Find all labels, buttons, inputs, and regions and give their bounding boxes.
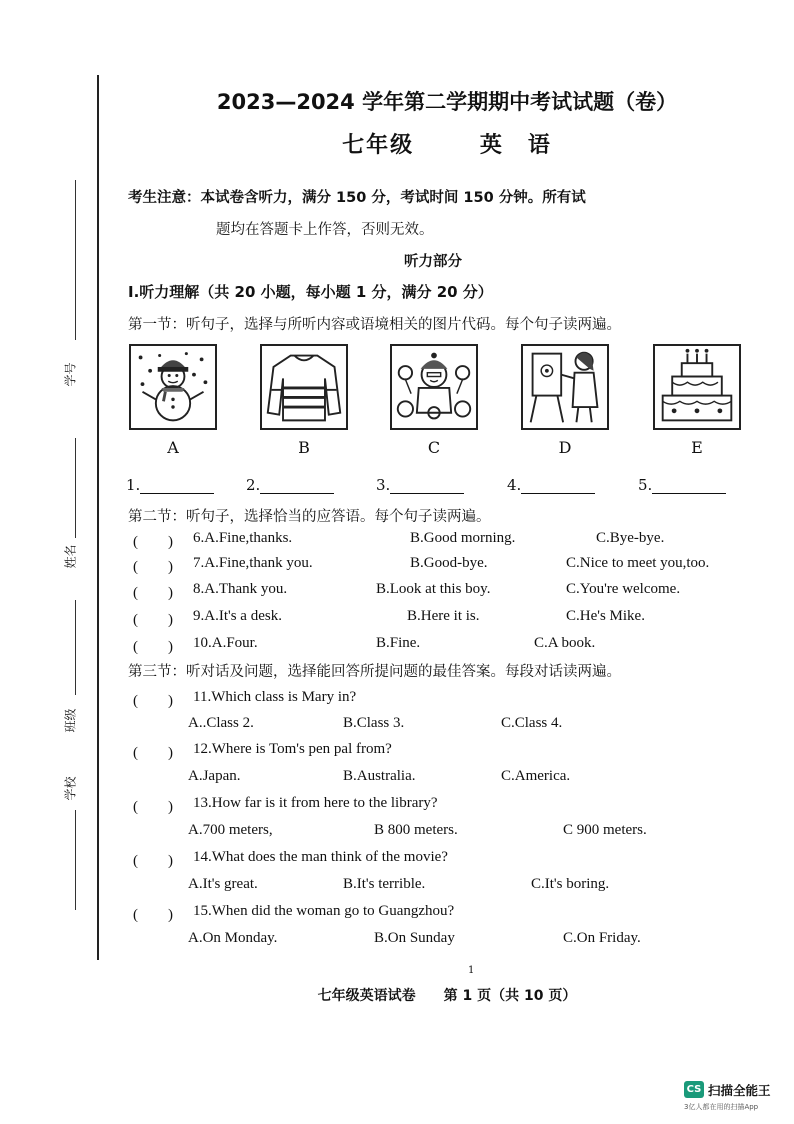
section-title: 听力部分 <box>404 254 462 270</box>
snowman-icon <box>131 346 215 428</box>
student-id-label: 学号 <box>63 362 78 387</box>
question-14-a: A.It's great. <box>188 876 258 892</box>
question-6-c: C.Bye-bye. <box>596 530 665 546</box>
blank-5[interactable]: 5. <box>638 476 726 494</box>
grade-label: 七年级 <box>342 133 415 158</box>
question-8-c: C.You're welcome. <box>566 581 681 597</box>
question-12-b: B.Australia. <box>343 768 416 784</box>
school-line <box>75 810 76 910</box>
painting-girl-icon <box>523 346 607 428</box>
question-11-stem: 11.Which class is Mary in? <box>193 689 357 705</box>
question-11-a: A..Class 2. <box>188 715 254 731</box>
question-15-b: B.On Sunday <box>374 930 455 946</box>
grade-subject <box>100 128 794 159</box>
student-id-line <box>75 180 76 340</box>
picture-label-d: D <box>558 438 572 457</box>
question-9-b: B.Here it is. <box>407 608 480 624</box>
page-mark: 1 <box>468 965 475 976</box>
boy-icon <box>392 346 476 428</box>
question-11-b: B.Class 3. <box>343 715 405 731</box>
name-line <box>75 438 76 538</box>
question-7-c: C.Nice to meet you,too. <box>566 555 710 571</box>
question-13-c: C 900 meters. <box>563 822 647 838</box>
picture-label-b: B <box>298 438 310 457</box>
question-15-a: A.On Monday. <box>188 930 278 946</box>
part1-title: Ⅰ.听力理解（共 20 小题，每小题 1 分，满分 20 分） <box>128 283 493 301</box>
answer-paren-11[interactable]: ( ) <box>133 693 173 709</box>
question-7-a: 7.A.Fine,thank you. <box>193 555 313 571</box>
exam-title: 2023—2024 学年第二学期期中考试试题（卷） <box>216 90 678 114</box>
camscanner-tagline: 3亿人都在用的扫描App <box>684 1103 759 1111</box>
camscanner-logo-icon: CS <box>684 1081 704 1098</box>
question-12-stem: 12.Where is Tom's pen pal from? <box>193 741 392 757</box>
question-13-b: B 800 meters. <box>374 822 458 838</box>
name-label: 姓名 <box>63 544 78 569</box>
page-footer: 七年级英语试卷 第 1 页（共 10 页） <box>317 988 577 1004</box>
picture-label-c: C <box>427 438 441 457</box>
notice-line-2: 题均在答题卡上作答，否则无效。 <box>216 222 434 238</box>
binding-margin <box>0 0 100 1124</box>
picture-festival-boy <box>390 344 478 430</box>
blank-1[interactable]: 1. <box>126 476 214 494</box>
camscanner-name: 扫描全能王 <box>708 1083 771 1098</box>
answer-paren-15[interactable]: ( ) <box>133 907 173 923</box>
question-13-a: A.700 meters, <box>188 822 273 838</box>
question-15-c: C.On Friday. <box>563 930 641 946</box>
section3-instruction: 第三节：听对话及问题，选择能回答所提问题的最佳答案。每段对话读两遍。 <box>128 664 621 680</box>
notice-line-1: 考生注意：本试卷含听力，满分 150 分，考试时间 150 分钟。所有试 <box>128 190 586 206</box>
picture-birthday-cake <box>653 344 741 430</box>
answer-paren-10[interactable]: ( ) <box>133 639 173 655</box>
question-13-stem: 13.How far is it from here to the library? <box>193 795 438 811</box>
question-14-b: B.It's terrible. <box>343 876 426 892</box>
binding-line <box>97 75 99 960</box>
question-14-c: C.It's boring. <box>531 876 610 892</box>
sweater-icon <box>262 346 346 428</box>
answer-paren-8[interactable]: ( ) <box>133 585 173 601</box>
question-6-a: 6.A.Fine,thanks. <box>193 530 293 546</box>
question-8-a: 8.A.Thank you. <box>193 581 288 597</box>
answer-paren-7[interactable]: ( ) <box>133 559 173 575</box>
section1-instruction: 第一节：听句子，选择与所听内容或语境相关的图片代码。每个句子读两遍。 <box>128 317 621 333</box>
question-8-b: B.Look at this boy. <box>376 581 491 597</box>
class-line <box>75 600 76 695</box>
cake-icon <box>655 346 739 428</box>
picture-sweater <box>260 344 348 430</box>
picture-label-a: A <box>167 438 179 457</box>
question-10-a: 10.A.Four. <box>193 635 258 651</box>
blank-2[interactable]: 2. <box>246 476 334 494</box>
answer-paren-9[interactable]: ( ) <box>133 612 173 628</box>
answer-paren-6[interactable]: ( ) <box>133 534 173 550</box>
question-9-a: 9.A.It's a desk. <box>193 608 282 624</box>
picture-painting-girl <box>521 344 609 430</box>
question-9-c: C.He's Mike. <box>566 608 645 624</box>
subject-label: 英 语 <box>479 133 552 158</box>
question-7-b: B.Good-bye. <box>410 555 488 571</box>
blank-3[interactable]: 3. <box>376 476 464 494</box>
question-15-stem: 15.When did the woman go to Guangzhou? <box>193 903 455 919</box>
question-14-stem: 14.What does the man think of the movie? <box>193 849 448 865</box>
question-11-c: C.Class 4. <box>501 715 563 731</box>
question-6-b: B.Good morning. <box>410 530 516 546</box>
school-label: 学校 <box>63 776 78 801</box>
question-12-c: C.America. <box>501 768 571 784</box>
class-label: 班级 <box>63 708 78 733</box>
answer-paren-14[interactable]: ( ) <box>133 853 173 869</box>
section2-instruction: 第二节：听句子，选择恰当的应答语。每个句子读两遍。 <box>128 509 491 525</box>
question-12-a: A.Japan. <box>188 768 241 784</box>
answer-paren-13[interactable]: ( ) <box>133 799 173 815</box>
blank-4[interactable]: 4. <box>507 476 595 494</box>
question-10-b: B.Fine. <box>376 635 421 651</box>
question-10-c: C.A book. <box>534 635 596 651</box>
picture-label-e: E <box>691 438 703 457</box>
answer-paren-12[interactable]: ( ) <box>133 745 173 761</box>
picture-snowman <box>129 344 217 430</box>
